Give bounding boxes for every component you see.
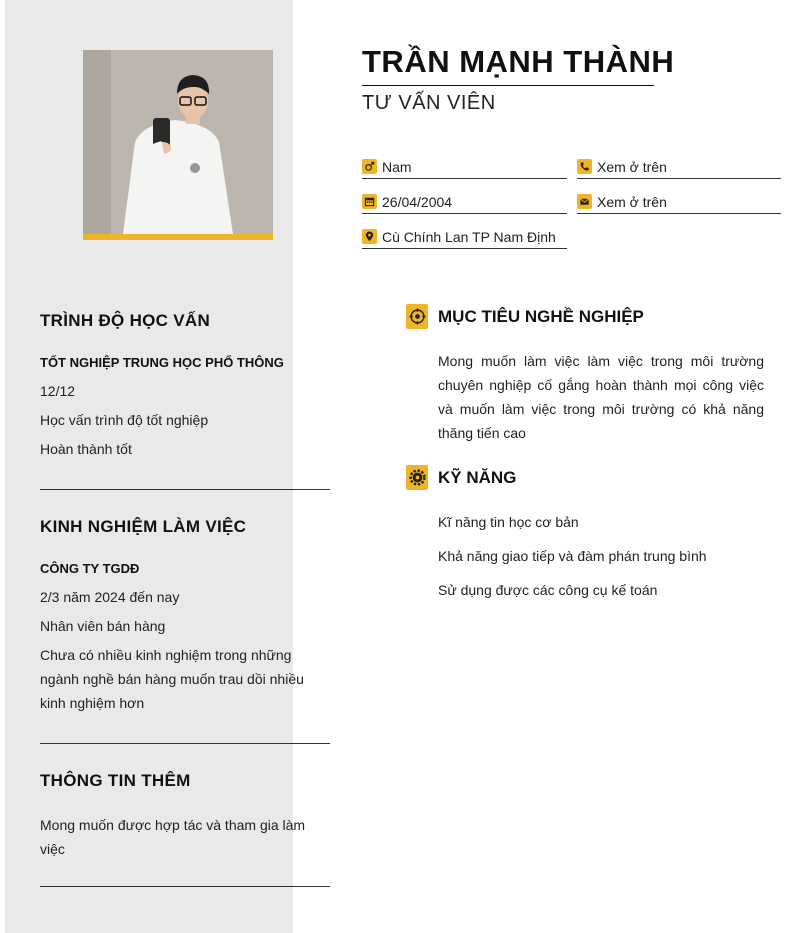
target-icon (406, 304, 428, 329)
contact-birthday (362, 190, 567, 214)
education-grade: 12/12 (40, 383, 76, 399)
education-school: TỐT NGHIỆP TRUNG HỌC PHỔ THÔNG (40, 355, 284, 370)
phone-icon (577, 159, 592, 174)
education-level: Học vấn trình độ tốt nghiệp (40, 412, 209, 428)
education-result: Hoàn thành tốt (40, 441, 132, 457)
contact-gender (362, 155, 567, 179)
skills-title: KỸ NĂNG (438, 468, 517, 487)
objective-text: Mong muốn làm việc làm việc trong môi trường chuyên nghiệp cố gắng hoàn thành mọi công việc và muốn làm việc trong môi trường có khả năng thăng tiến cao (438, 353, 764, 441)
experience-company: CÔNG TY TGDĐ (40, 561, 140, 576)
gender-icon (362, 159, 377, 174)
email-value: Xem ở trên (597, 193, 667, 210)
skill-item: Khả năng giao tiếp và đàm phán trung bình (438, 548, 707, 564)
additional-title: THÔNG TIN THÊM (40, 771, 191, 790)
gender-value: Nam (382, 158, 412, 175)
contact-phone (577, 155, 781, 179)
contact-address (362, 225, 567, 249)
birthday-value: 26/04/2004 (382, 193, 453, 210)
education-divider (40, 489, 330, 490)
education-section (40, 311, 330, 461)
skill-item: Sử dụng được các công cụ kế toán (438, 582, 658, 598)
contact-email (577, 190, 781, 214)
skill-item: Kĩ năng tin học cơ bản (438, 514, 579, 530)
person-avatar-illustration (83, 50, 273, 234)
objective-title: MỤC TIÊU NGHỀ NGHIỆP (438, 307, 644, 326)
calendar-icon (362, 194, 377, 209)
email-icon (577, 194, 592, 209)
additional-section (40, 771, 330, 861)
experience-position: Nhân viên bán hàng (40, 618, 166, 634)
address-value: Cù Chính Lan TP Nam Định (382, 228, 556, 245)
name-underline (362, 85, 654, 86)
location-pin-icon (362, 229, 377, 244)
phone-value: Xem ở trên (597, 158, 667, 175)
experience-description: Chưa có nhiều kinh nghiệm trong những ngành nghề bán hàng muốn trau dồi nhiều kinh nghiệm hơn (40, 647, 304, 711)
job-title: TƯ VẤN VIÊN (362, 92, 496, 114)
photo-image (83, 50, 273, 234)
profile-photo (83, 50, 273, 240)
gear-icon (406, 465, 428, 490)
experience-section (40, 517, 330, 715)
additional-divider (40, 886, 330, 887)
additional-text: Mong muốn được hợp tác và tham gia làm việc (40, 817, 306, 857)
full-name: TRẦN MẠNH THÀNH (362, 44, 675, 79)
education-title: TRÌNH ĐỘ HỌC VẤN (40, 311, 211, 330)
photo-accent-bar (83, 234, 273, 240)
experience-divider (40, 743, 330, 744)
experience-period: 2/3 năm 2024 đến nay (40, 589, 180, 605)
experience-title: KINH NGHIỆM LÀM VIỆC (40, 517, 247, 536)
